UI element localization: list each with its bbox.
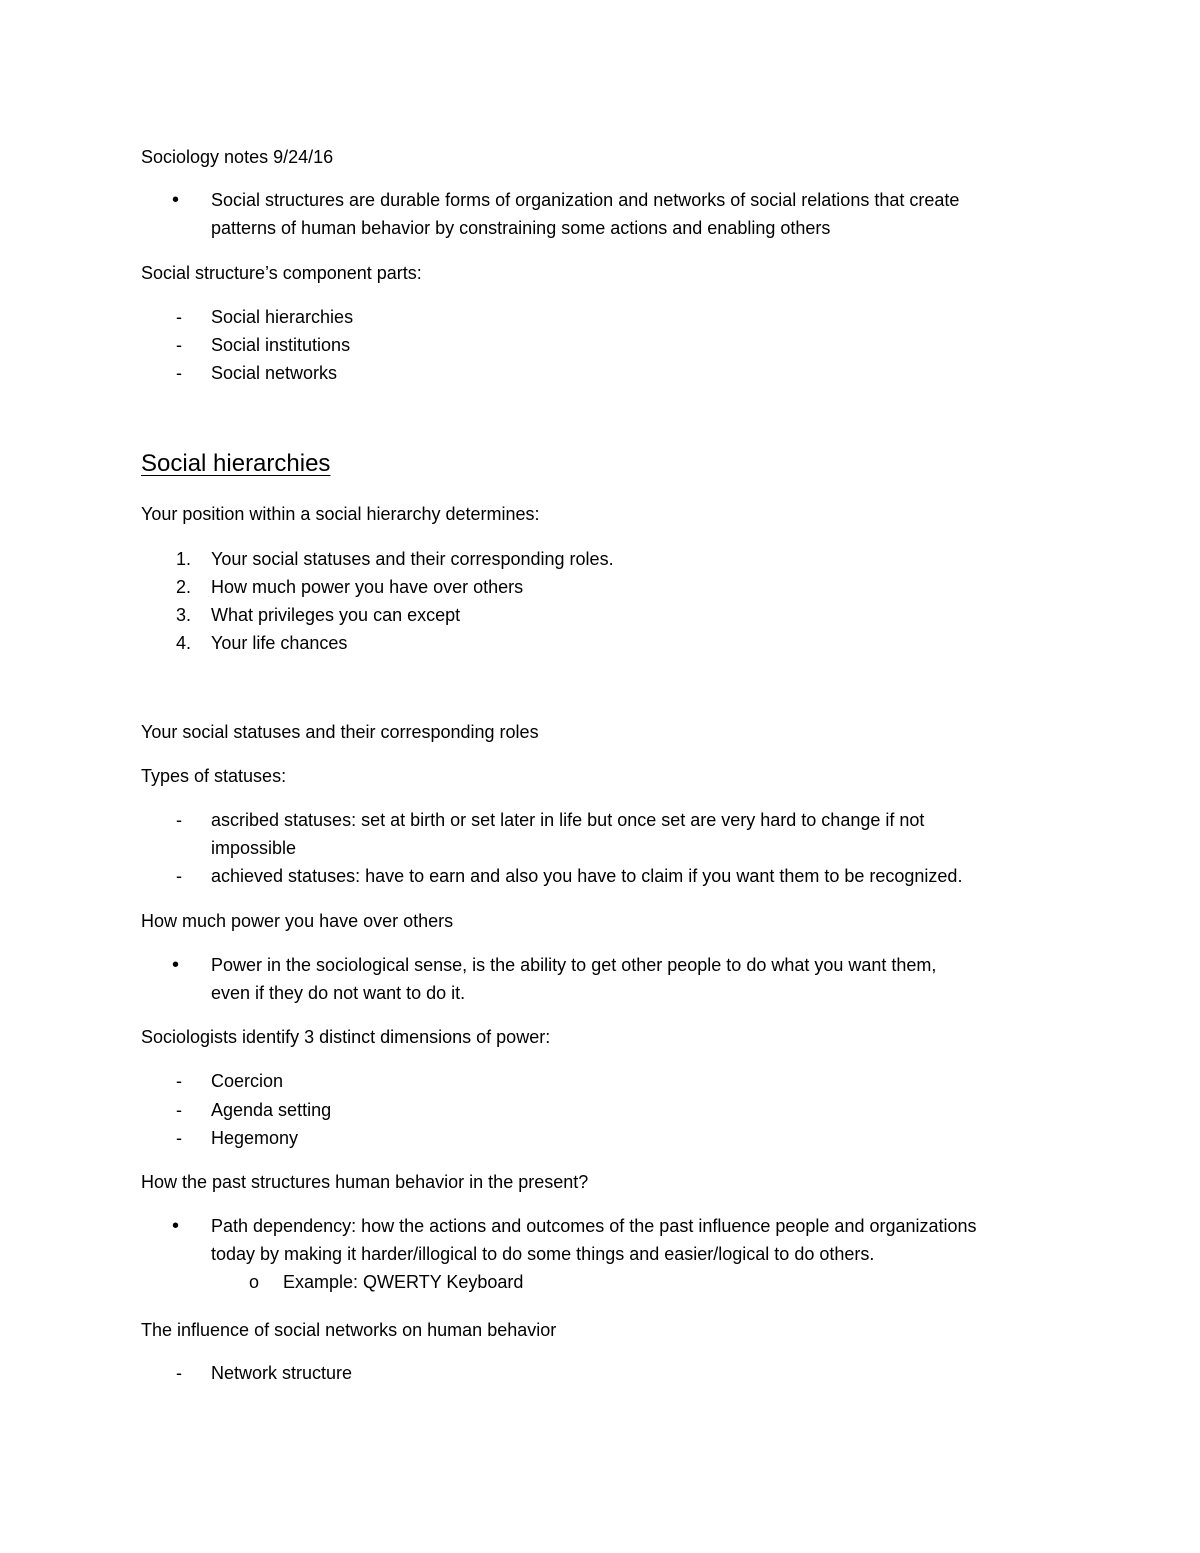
networks-title: The influence of social networks on human behavior (141, 1320, 557, 1340)
dash-marker: - (176, 1128, 182, 1148)
list-number: 1. (176, 549, 192, 569)
power-title: How much power you have over others (141, 911, 454, 931)
bullet-icon: • (172, 189, 180, 211)
dash-marker: - (176, 363, 182, 383)
components-label: Social structure’s component parts: (141, 263, 422, 283)
position-label: Your position within a social hierarchy determines: (141, 504, 540, 524)
doc-title: Sociology notes 9/24/16 (141, 147, 334, 167)
numbered-item: How much power you have over others (211, 577, 524, 597)
bullet-icon: • (172, 1215, 180, 1237)
dash-marker: - (176, 307, 182, 327)
dash-marker: - (176, 866, 182, 886)
list-number: 2. (176, 577, 192, 597)
list-number: 3. (176, 605, 192, 625)
section-heading: Social hierarchies (141, 450, 331, 477)
dimension-item: Coercion (211, 1071, 284, 1091)
dash-marker: - (176, 1071, 182, 1091)
numbered-item: What privileges you can except (211, 605, 461, 625)
list-number: 4. (176, 633, 192, 653)
numbered-item: Your life chances (211, 633, 348, 653)
intro-bullet-line-1: Social structures are durable forms of organization and networks of social relations that create (211, 190, 960, 210)
dimensions-label: Sociologists identify 3 distinct dimensions of power: (141, 1027, 551, 1047)
statuses-title: Your social statuses and their corresponding roles (141, 722, 539, 742)
bullet-icon: • (172, 954, 180, 976)
path-bullet-line-2: today by making it harder/illogical to do some things and easier/logical to do others. (211, 1244, 875, 1264)
dash-marker: - (176, 810, 182, 830)
dash-marker: - (176, 335, 182, 355)
past-title: How the past structures human behavior in the present? (141, 1172, 589, 1192)
types-label: Types of statuses: (141, 766, 287, 786)
dimension-item: Agenda setting (211, 1100, 332, 1120)
power-bullet-line-2: even if they do not want to do it. (211, 983, 466, 1003)
component-item: Social networks (211, 363, 338, 383)
ascribed-line-2: impossible (211, 838, 297, 858)
component-item: Social institutions (211, 335, 351, 355)
dash-marker: - (176, 1100, 182, 1120)
path-bullet-line-1: Path dependency: how the actions and outcomes of the past influence people and organizations (211, 1216, 977, 1236)
power-bullet-line-1: Power in the sociological sense, is the ability to get other people to do what you want them, (211, 955, 937, 975)
component-item: Social hierarchies (211, 307, 354, 327)
numbered-item: Your social statuses and their corresponding roles. (211, 549, 614, 569)
circle-bullet-icon: o (249, 1272, 260, 1292)
achieved-line: achieved statuses: have to earn and also you have to claim if you want them to be recognized. (211, 866, 963, 886)
dash-marker: - (176, 1363, 182, 1383)
network-item: Network structure (211, 1363, 353, 1383)
dimension-item: Hegemony (211, 1128, 299, 1148)
ascribed-line-1: ascribed statuses: set at birth or set later in life but once set are very hard to change if not (211, 810, 925, 830)
intro-bullet-line-2: patterns of human behavior by constraining some actions and enabling others (211, 218, 831, 238)
example-item: Example: QWERTY Keyboard (283, 1272, 524, 1292)
